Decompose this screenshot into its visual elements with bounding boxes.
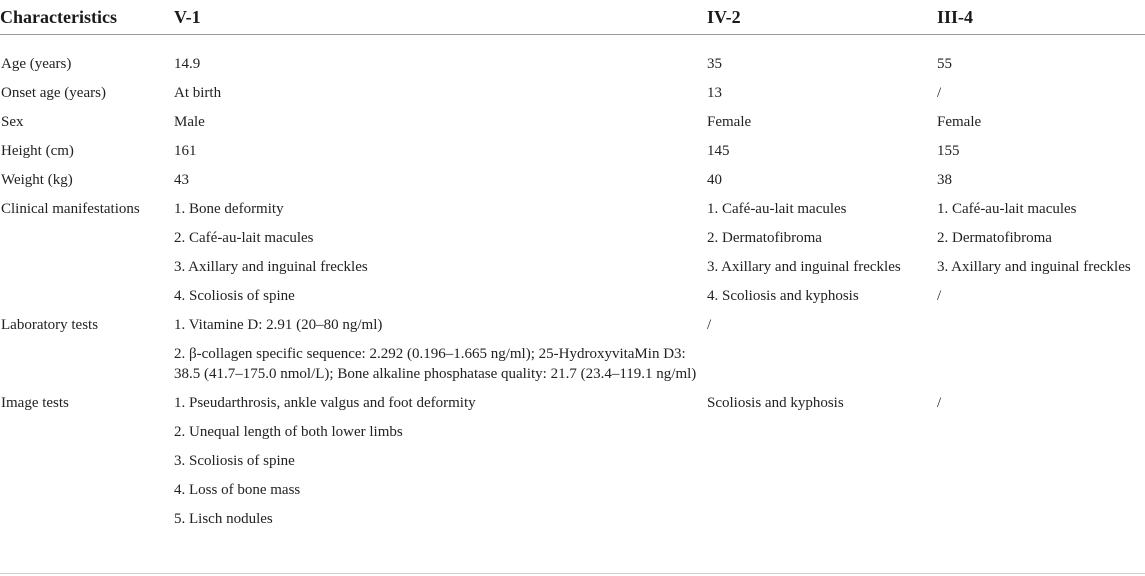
cell-iv2 [706,475,936,504]
header-v1: V-1 [173,0,706,35]
row-label [0,223,173,252]
table-row [0,223,1145,252]
table-row [0,107,1145,136]
cell-iii4 [936,504,1145,533]
cell-iii4 [936,417,1145,446]
row-label: Age (years) [1,56,72,72]
cell-iii4: 3. Axillary and inguinal freckles [937,259,1131,275]
row-label [0,281,173,310]
table-header-row [0,0,1145,35]
table-row [0,446,1145,475]
cell-v1: 1. Pseudarthrosis, ankle valgus and foot deformity [174,395,476,411]
cell-iii4 [936,475,1145,504]
cell-v1: 5. Lisch nodules [174,511,273,527]
cell-v1: Male [174,114,205,130]
cell-iii4: / [937,85,942,101]
cell-iii4: / [937,288,942,304]
cell-iv2: / [707,317,712,333]
cell-v1: 2. β-collagen specific sequence: 2.292 (0.196–1.665 ng/ml); 25-HydroxyvitaMin D3: 38.5 (41.7–175.0 nmol/L); Bone alkaline phosphatase quality: 21.7 (23.4–119.1 ng/ml) [174,346,697,382]
table-row [0,165,1145,194]
table-bottom-rule [0,573,1145,574]
table-row [0,475,1145,504]
cell-iv2: 35 [707,56,722,72]
cell-iv2: 4. Scoliosis and kyphosis [707,288,859,304]
cell-iii4: 38 [937,172,952,188]
cell-iv2: 3. Axillary and inguinal freckles [707,259,901,275]
row-label: Image tests [1,395,69,411]
cell-iv2 [706,339,936,388]
row-label: Onset age (years) [1,85,106,101]
cell-iii4 [936,339,1145,388]
table-row [0,339,1145,388]
cell-iv2: Female [707,114,752,130]
cell-iii4: 2. Dermatofibroma [937,230,1052,246]
table-row [0,281,1145,310]
cell-iii4 [936,310,1145,339]
cell-iv2: 40 [707,172,722,188]
table-row [0,388,1145,417]
cell-v1: 2. Unequal length of both lower limbs [174,424,403,440]
row-label: Weight (kg) [1,172,73,188]
cell-iv2: 1. Café-au-lait macules [707,201,847,217]
cell-iii4: 155 [937,143,960,159]
header-iv2: IV-2 [706,0,936,35]
cell-iv2 [706,504,936,533]
cell-v1: 3. Axillary and inguinal freckles [174,259,368,275]
row-label: Height (cm) [1,143,74,159]
cell-v1: 2. Café-au-lait macules [174,230,314,246]
cell-v1: 1. Bone deformity [174,201,284,217]
cell-iii4: / [937,395,942,411]
table-row [0,310,1145,339]
cell-iv2 [706,417,936,446]
header-characteristics: Characteristics [0,0,173,35]
row-label: Sex [1,114,24,130]
row-label [0,417,173,446]
table-row [0,417,1145,446]
table-row [0,49,1145,78]
cell-v1: 14.9 [174,56,201,72]
cell-v1: 43 [174,172,189,188]
row-label [0,475,173,504]
cell-iv2: 2. Dermatofibroma [707,230,822,246]
table-row [0,78,1145,107]
cell-iii4: 55 [937,56,952,72]
table-row [0,252,1145,281]
cell-v1: 4. Scoliosis of spine [174,288,295,304]
cell-iii4: Female [937,114,982,130]
cell-iv2: 145 [707,143,730,159]
table-row [0,504,1145,533]
cell-iii4 [936,446,1145,475]
cell-v1: 4. Loss of bone mass [174,482,301,498]
row-label: Laboratory tests [1,317,99,333]
table-row [0,194,1145,223]
header-iii4: III-4 [936,0,1145,35]
table-row [0,136,1145,165]
row-label [0,339,173,388]
row-label [0,504,173,533]
cell-v1: 161 [174,143,197,159]
cell-iv2 [706,446,936,475]
row-label: Clinical manifestations [1,201,140,217]
row-label [0,252,173,281]
cell-iv2: Scoliosis and kyphosis [707,395,844,411]
cell-iv2: 13 [707,85,722,101]
row-label [0,446,173,475]
cell-v1: 3. Scoliosis of spine [174,453,295,469]
cell-v1: 1. Vitamine D: 2.91 (20–80 ng/ml) [174,317,383,333]
cell-iii4: 1. Café-au-lait macules [937,201,1077,217]
cell-v1: At birth [174,85,222,101]
